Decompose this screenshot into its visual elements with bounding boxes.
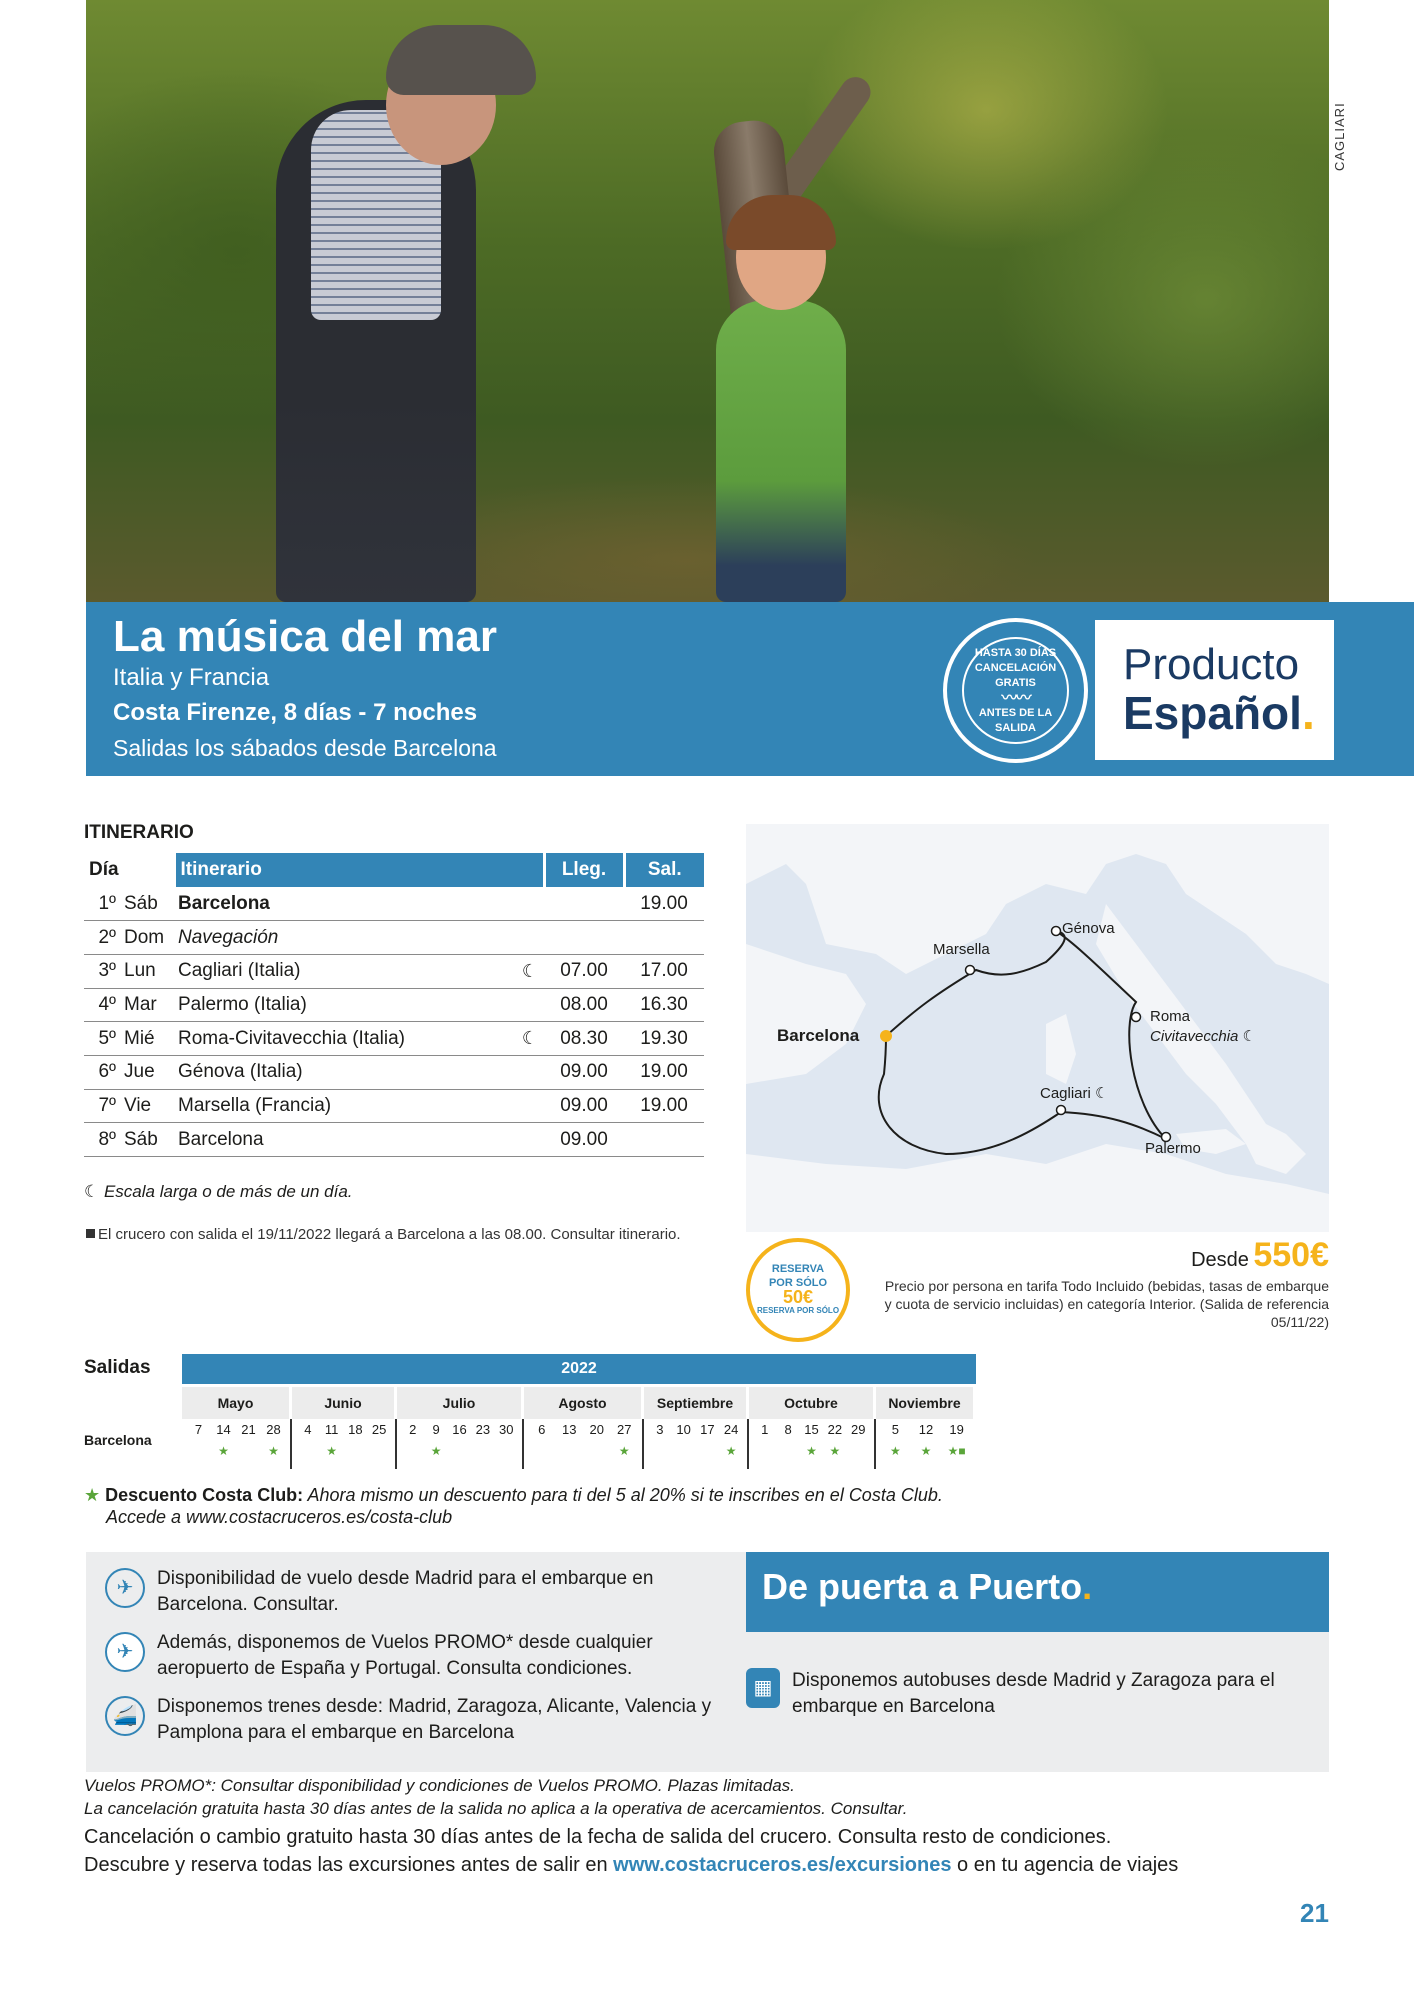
moon-icon: ☾ bbox=[1095, 1085, 1109, 1102]
day-number: 4º bbox=[84, 988, 116, 1022]
departure-date bbox=[448, 1419, 470, 1469]
date-number: 3 bbox=[656, 1422, 664, 1437]
flight-row bbox=[105, 1566, 715, 1618]
arrival-time: 09.00 bbox=[544, 1055, 624, 1089]
day-name: Jue bbox=[116, 1055, 174, 1089]
calendar-months bbox=[182, 1387, 976, 1419]
date-number: 4 bbox=[304, 1422, 312, 1437]
departure-date bbox=[824, 1419, 846, 1469]
long-stop-note: ☾ Escala larga o de más de un día. bbox=[84, 1182, 353, 1201]
moon-icon: ☾ bbox=[516, 1022, 544, 1056]
promo-note-1: Vuelos PROMO*: Consultar disponibilidad y condiciones de Vuelos PROMO. Plazas limitadas. bbox=[84, 1776, 795, 1795]
date-number: 9 bbox=[432, 1422, 440, 1437]
moon-icon: ☾ bbox=[1242, 1028, 1256, 1045]
calendar-month-days bbox=[292, 1419, 397, 1469]
departure-date bbox=[800, 1419, 822, 1469]
departure-time bbox=[624, 921, 704, 955]
promo-flight-row bbox=[105, 1630, 715, 1682]
day-number: 7º bbox=[84, 1089, 116, 1123]
train-text: Disponemos trenes desde: Madrid, Zaragoza, Alicante, Valencia y Pamplona para el embarque en Barcelona bbox=[157, 1696, 712, 1743]
departure-date bbox=[558, 1419, 580, 1469]
calendar-days bbox=[182, 1419, 976, 1469]
genova-marker bbox=[1052, 927, 1061, 936]
bus-row bbox=[746, 1668, 1329, 1720]
calendar-month-days bbox=[644, 1419, 749, 1469]
departure-date bbox=[368, 1419, 390, 1469]
port-name: Navegación bbox=[174, 921, 516, 955]
departure-date bbox=[884, 1419, 906, 1469]
discount-star-icon: ★ bbox=[268, 1444, 279, 1458]
calendar-month: Julio bbox=[397, 1387, 524, 1419]
date-number: 10 bbox=[676, 1422, 691, 1437]
departure-date bbox=[696, 1419, 718, 1469]
port-name: Barcelona bbox=[174, 887, 516, 921]
itinerary-row bbox=[84, 921, 704, 955]
club-label: Descuento Costa Club: bbox=[105, 1485, 304, 1505]
cagliari-marker bbox=[1057, 1106, 1066, 1115]
moon-icon bbox=[516, 1123, 544, 1157]
itinerary-heading: ITINERARIO bbox=[84, 822, 194, 843]
departure-date bbox=[321, 1419, 343, 1469]
calendar-month: Agosto bbox=[524, 1387, 644, 1419]
calendar-month: Septiembre bbox=[644, 1387, 749, 1419]
calendar-month-days bbox=[182, 1419, 292, 1469]
departure-date bbox=[531, 1419, 553, 1469]
date-number: 6 bbox=[538, 1422, 546, 1437]
cancel-note-2 bbox=[84, 1851, 1329, 1879]
excursions-link[interactable]: www.costacruceros.es/excursiones bbox=[613, 1854, 952, 1876]
seal-bottom: ANTES DE LA SALIDA bbox=[978, 706, 1053, 734]
bus-text: Disponemos autobuses desde Madrid y Zaragoza para el embarque en Barcelona bbox=[792, 1670, 1275, 1717]
date-number: 29 bbox=[851, 1422, 866, 1437]
date-number: 22 bbox=[827, 1422, 843, 1437]
discount-star-icon: ★ bbox=[326, 1444, 337, 1458]
reserve-50-badge bbox=[746, 1238, 850, 1342]
moon-icon: ☾ bbox=[516, 954, 544, 988]
seal-middle: CANCELACIÓN GRATIS bbox=[974, 661, 1057, 689]
itinerary-row bbox=[84, 954, 704, 988]
discount-star-icon: ★ bbox=[806, 1444, 817, 1458]
espanol-text: Español bbox=[1123, 687, 1302, 739]
date-number: 21 bbox=[241, 1422, 256, 1437]
map-label-palermo: Palermo bbox=[1145, 1140, 1201, 1157]
itinerary-row bbox=[84, 1123, 704, 1157]
calendar-port: Barcelona bbox=[84, 1432, 152, 1448]
departure-info: Salidas los sábados desde Barcelona bbox=[113, 735, 497, 761]
agency-text: o en tu agencia de viajes bbox=[951, 1854, 1179, 1876]
departure-date bbox=[613, 1419, 635, 1469]
map-label-civitavecchia bbox=[1150, 1027, 1256, 1045]
col-day: Día bbox=[84, 853, 174, 887]
itinerary-footnote bbox=[86, 1222, 706, 1248]
espanol-label bbox=[1123, 686, 1315, 740]
marsella-marker bbox=[966, 966, 975, 975]
departure-date bbox=[188, 1419, 210, 1469]
col-place: Itinerario bbox=[174, 853, 544, 887]
date-number: 1 bbox=[761, 1422, 769, 1437]
page-number: 21 bbox=[1300, 1898, 1329, 1928]
waves-icon: 〰〰 bbox=[1001, 689, 1030, 707]
price-block bbox=[1000, 1236, 1329, 1275]
itinerary-table bbox=[84, 853, 704, 1157]
departure-date bbox=[472, 1419, 494, 1469]
date-number: 24 bbox=[723, 1422, 739, 1437]
moon-icon bbox=[516, 988, 544, 1022]
date-number: 13 bbox=[562, 1422, 577, 1437]
departures-label: Salidas bbox=[84, 1357, 151, 1378]
date-number: 30 bbox=[499, 1422, 514, 1437]
col-departure: Sal. bbox=[624, 853, 704, 887]
departure-date bbox=[344, 1419, 366, 1469]
date-number: 17 bbox=[700, 1422, 715, 1437]
port-name: Marsella (Francia) bbox=[174, 1089, 516, 1123]
departure-date bbox=[754, 1419, 776, 1469]
itinerary-header-row bbox=[84, 853, 704, 887]
col-arrival: Lleg. bbox=[544, 853, 624, 887]
departure-date bbox=[238, 1419, 260, 1469]
departure-date bbox=[495, 1419, 517, 1469]
calendar-month-days bbox=[524, 1419, 644, 1469]
arrival-time: 07.00 bbox=[544, 954, 624, 988]
desde-label: Desde bbox=[1191, 1249, 1249, 1271]
departure-date bbox=[946, 1419, 968, 1469]
flat-cap bbox=[386, 25, 536, 95]
map-label-genova: Génova bbox=[1062, 920, 1115, 937]
day-number: 8º bbox=[84, 1123, 116, 1157]
itinerary-row bbox=[84, 1055, 704, 1089]
airplane-icon: ✈ bbox=[105, 1568, 145, 1608]
departure-date bbox=[915, 1419, 937, 1469]
moon-icon bbox=[516, 1055, 544, 1089]
side-label: CAGLIARI bbox=[1332, 102, 1347, 172]
airplane-outline-icon: ✈ bbox=[105, 1632, 145, 1672]
map-label-marsella: Marsella bbox=[933, 941, 990, 958]
day-name: Vie bbox=[116, 1089, 174, 1123]
accent-dot: . bbox=[1301, 687, 1315, 739]
discount-star-icon: ★ bbox=[920, 1444, 932, 1458]
seal-top: HASTA 30 DÍAS bbox=[974, 646, 1057, 659]
badge-line2: POR SÓLO bbox=[768, 1277, 828, 1289]
price-amount: 550€ bbox=[1253, 1236, 1329, 1274]
departure-time: 19.30 bbox=[624, 1022, 704, 1056]
door-title-text: De puerta a Puerto bbox=[762, 1566, 1083, 1607]
train-row bbox=[105, 1694, 715, 1746]
cagliari-text: Cagliari bbox=[1040, 1085, 1091, 1102]
day-name: Sáb bbox=[116, 1123, 174, 1157]
cancel-note-1: Cancelación o cambio gratuito hasta 30 días antes de la fecha de salida del crucero. Consulta resto de condiciones. bbox=[84, 1826, 1112, 1848]
departure-date bbox=[402, 1419, 424, 1469]
badge-line3: RESERVA POR SÓLO bbox=[756, 1306, 840, 1315]
calendar-month-days bbox=[397, 1419, 524, 1469]
day-number: 6º bbox=[84, 1055, 116, 1089]
map-label-barcelona: Barcelona bbox=[777, 1026, 860, 1045]
day-name: Mié bbox=[116, 1022, 174, 1056]
page-subtitle: Italia y Francia bbox=[113, 664, 270, 691]
page-title: La música del mar bbox=[113, 612, 497, 661]
badge-line1: RESERVA bbox=[771, 1263, 825, 1275]
port-name: Génova (Italia) bbox=[174, 1055, 516, 1089]
day-name: Dom bbox=[116, 921, 174, 955]
departure-date bbox=[777, 1419, 799, 1469]
promo-notes bbox=[84, 1774, 1329, 1820]
departure-date bbox=[649, 1419, 671, 1469]
date-number: 7 bbox=[194, 1422, 203, 1437]
day-number: 2º bbox=[84, 921, 116, 955]
port-name: Palermo (Italia) bbox=[174, 988, 516, 1022]
departure-time: 19.00 bbox=[624, 1089, 704, 1123]
departure-time: 16.30 bbox=[624, 988, 704, 1022]
departure-time: 19.00 bbox=[624, 887, 704, 921]
calendar-month: Octubre bbox=[749, 1387, 876, 1419]
departure-date bbox=[297, 1419, 319, 1469]
calendar-month: Noviembre bbox=[876, 1387, 976, 1419]
train-icon: 🚄 bbox=[105, 1696, 145, 1736]
excursion-text: Descubre y reserva todas las excursiones antes de salir en bbox=[84, 1854, 614, 1876]
arrival-time bbox=[544, 887, 624, 921]
promo-note-2: La cancelación gratuita hasta 30 días antes de la salida no aplica a la operativa de acercamientos. Consultar. bbox=[84, 1799, 908, 1818]
discount-star-icon: ★ bbox=[829, 1444, 841, 1458]
footnote-text: El crucero con salida el 19/11/2022 llegará a Barcelona a las 08.00. Consultar itinerario. bbox=[98, 1226, 681, 1243]
club-text: Ahora mismo un descuento para ti del 5 al 20% si te inscribes en el Costa Club. bbox=[303, 1485, 943, 1505]
departure-date bbox=[586, 1419, 608, 1469]
promo-flight-text: Además, disponemos de Vuelos PROMO* desde cualquier aeropuerto de España y Portugal. Consulta condiciones. bbox=[157, 1632, 653, 1679]
moon-icon bbox=[516, 1089, 544, 1123]
date-number: 25 bbox=[371, 1422, 387, 1437]
ship-duration: Costa Firenze, 8 días - 7 noches bbox=[113, 699, 478, 726]
departure-date bbox=[720, 1419, 742, 1469]
star-icon: ★ bbox=[84, 1485, 101, 1505]
date-number: 16 bbox=[452, 1422, 467, 1437]
boy-figure bbox=[716, 300, 846, 602]
date-number: 8 bbox=[784, 1422, 792, 1437]
map-label-cagliari bbox=[1040, 1084, 1108, 1102]
departure-date bbox=[213, 1419, 235, 1469]
civitavecchia-text: Civitavecchia bbox=[1150, 1028, 1239, 1045]
door-to-port-title bbox=[762, 1566, 1092, 1608]
itinerary-row bbox=[84, 988, 704, 1022]
discount-star-icon: ★ bbox=[618, 1444, 630, 1458]
moon-icon bbox=[516, 921, 544, 955]
calendar-month: Mayo bbox=[182, 1387, 292, 1419]
club-discount-note bbox=[84, 1484, 1184, 1528]
day-number: 3º bbox=[84, 954, 116, 988]
itinerary-body bbox=[84, 887, 704, 1157]
date-number: 20 bbox=[589, 1422, 604, 1437]
date-number: 2 bbox=[409, 1422, 417, 1437]
flight-text: Disponibilidad de vuelo desde Madrid para el embarque en Barcelona. Consultar. bbox=[157, 1568, 654, 1615]
price-note: Precio por persona en tarifa Todo Incluido (bebidas, tasas de embarque y cuota de servicio incluidas) en categoría Interior. (Salida de referencia 05/11/22) bbox=[884, 1278, 1329, 1330]
date-number: 27 bbox=[617, 1422, 632, 1437]
date-number: 5 bbox=[891, 1422, 899, 1437]
arrival-time: 08.30 bbox=[544, 1022, 624, 1056]
discount-star-icon: ★ bbox=[889, 1444, 901, 1458]
discount-star-icon: ★■ bbox=[947, 1444, 966, 1458]
date-number: 28 bbox=[266, 1422, 281, 1437]
map-label-roma: Roma bbox=[1150, 1008, 1191, 1025]
calendar-year: 2022 bbox=[182, 1354, 976, 1384]
itinerary-row bbox=[84, 887, 704, 921]
calendar-month: Junio bbox=[292, 1387, 397, 1419]
discount-star-icon: ★ bbox=[218, 1444, 229, 1458]
port-name: Barcelona bbox=[174, 1123, 516, 1157]
port-name: Cagliari (Italia) bbox=[174, 954, 516, 988]
date-number: 11 bbox=[324, 1422, 339, 1437]
accent-dot: . bbox=[1082, 1566, 1093, 1607]
discount-star-icon: ★ bbox=[430, 1444, 442, 1458]
departure-time bbox=[624, 1123, 704, 1157]
departure-time: 19.00 bbox=[624, 1055, 704, 1089]
port-name: Roma-Civitavecchia (Italia) bbox=[174, 1022, 516, 1056]
day-name: Mar bbox=[116, 988, 174, 1022]
date-number: 18 bbox=[348, 1422, 363, 1437]
departure-date bbox=[847, 1419, 869, 1469]
arrival-time: 08.00 bbox=[544, 988, 624, 1022]
club-link-text: Accede a www.costacruceros.es/costa-club bbox=[106, 1507, 453, 1527]
date-number: 15 bbox=[804, 1422, 819, 1437]
roma-marker bbox=[1132, 1013, 1141, 1022]
calendar-month-days bbox=[876, 1419, 976, 1469]
departure-date bbox=[425, 1419, 447, 1469]
itinerary-row bbox=[84, 1022, 704, 1056]
seal-text bbox=[962, 637, 1069, 744]
day-number: 1º bbox=[84, 887, 116, 921]
discount-star-icon: ★ bbox=[725, 1444, 737, 1458]
date-number: 14 bbox=[216, 1422, 231, 1437]
arrival-time: 09.00 bbox=[544, 1123, 624, 1157]
departure-time: 17.00 bbox=[624, 954, 704, 988]
badge-amount: 50€ bbox=[782, 1287, 814, 1307]
hero-photo bbox=[86, 0, 1329, 602]
date-number: 23 bbox=[475, 1422, 491, 1437]
moon-icon bbox=[516, 887, 544, 921]
barcelona-marker bbox=[880, 1030, 892, 1042]
date-number: 19 bbox=[949, 1422, 964, 1437]
bus-icon: ▦ bbox=[746, 1668, 780, 1708]
day-name: Lun bbox=[116, 954, 174, 988]
producto-label: Producto bbox=[1123, 640, 1300, 689]
cancellation-notes bbox=[84, 1823, 1329, 1879]
calendar-month-days bbox=[749, 1419, 876, 1469]
itinerary-row bbox=[84, 1089, 704, 1123]
date-number: 12 bbox=[918, 1422, 934, 1437]
day-name: Sáb bbox=[116, 887, 174, 921]
departure-date bbox=[263, 1419, 285, 1469]
arrival-time: 09.00 bbox=[544, 1089, 624, 1123]
square-icon bbox=[86, 1229, 95, 1238]
departure-date bbox=[673, 1419, 695, 1469]
arrival-time bbox=[544, 921, 624, 955]
day-number: 5º bbox=[84, 1022, 116, 1056]
